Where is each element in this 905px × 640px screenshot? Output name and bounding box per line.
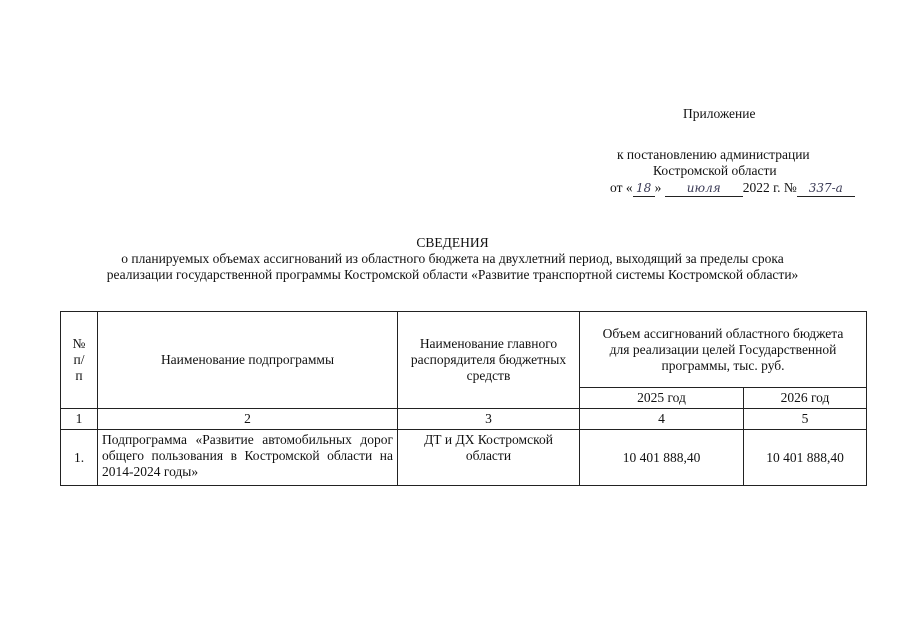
handwritten-day: 18: [633, 180, 655, 197]
header-year-2025: 2025 год: [580, 388, 744, 409]
header-volume: Объем ассигнований областного бюджета для реализации целей Государственной программы, тыс. руб.: [580, 312, 867, 388]
header-subprogram: Наименование подпрограммы: [98, 312, 398, 409]
row-value-2025: 10 401 888,40: [580, 430, 744, 486]
row-subprogram: Подпрограмма «Развитие автомобильных дорог общего пользования в Костромской области на 2014-2024 годы»: [98, 430, 398, 486]
table-header-row: [61, 312, 867, 388]
column-number-4: 4: [580, 409, 744, 430]
handwritten-month: июля: [665, 180, 743, 197]
column-number-1: 1: [61, 409, 98, 430]
appendix-date-line: [610, 180, 855, 197]
appendix-title: Приложение: [683, 106, 756, 121]
appendix-line-2: Костромской области: [653, 163, 777, 178]
document-title: СВЕДЕНИЯ: [416, 235, 489, 250]
row-num: 1.: [61, 430, 98, 486]
header-administrator: Наименование главного распорядителя бюджетных средств: [398, 312, 580, 409]
document-subtitle-line-1: о планируемых объемах ассигнований из областного бюджета на двухлетний период, выходящий за пределы срока: [121, 251, 784, 266]
table-row: [61, 430, 867, 486]
date-year: 2022 г. №: [742, 180, 797, 195]
header-year-2026: 2026 год: [744, 388, 867, 409]
date-prefix: от «: [610, 180, 633, 195]
column-number-5: 5: [744, 409, 867, 430]
row-value-2026: 10 401 888,40: [744, 430, 867, 486]
appendix-line-1: к постановлению администрации: [617, 147, 810, 162]
date-close-quote: »: [654, 180, 662, 195]
budget-table: [60, 311, 867, 486]
document-subtitle-line-2: реализации государственной программы Костромской области «Развитие транспортной системы Костромской области»: [106, 267, 799, 282]
row-administrator: ДТ и ДХ Костромской области: [398, 430, 580, 486]
handwritten-number: 337-а: [797, 180, 855, 197]
column-number-2: 2: [98, 409, 398, 430]
column-number-3: 3: [398, 409, 580, 430]
column-number-row: [61, 409, 867, 430]
header-num: № п/п: [61, 312, 98, 409]
